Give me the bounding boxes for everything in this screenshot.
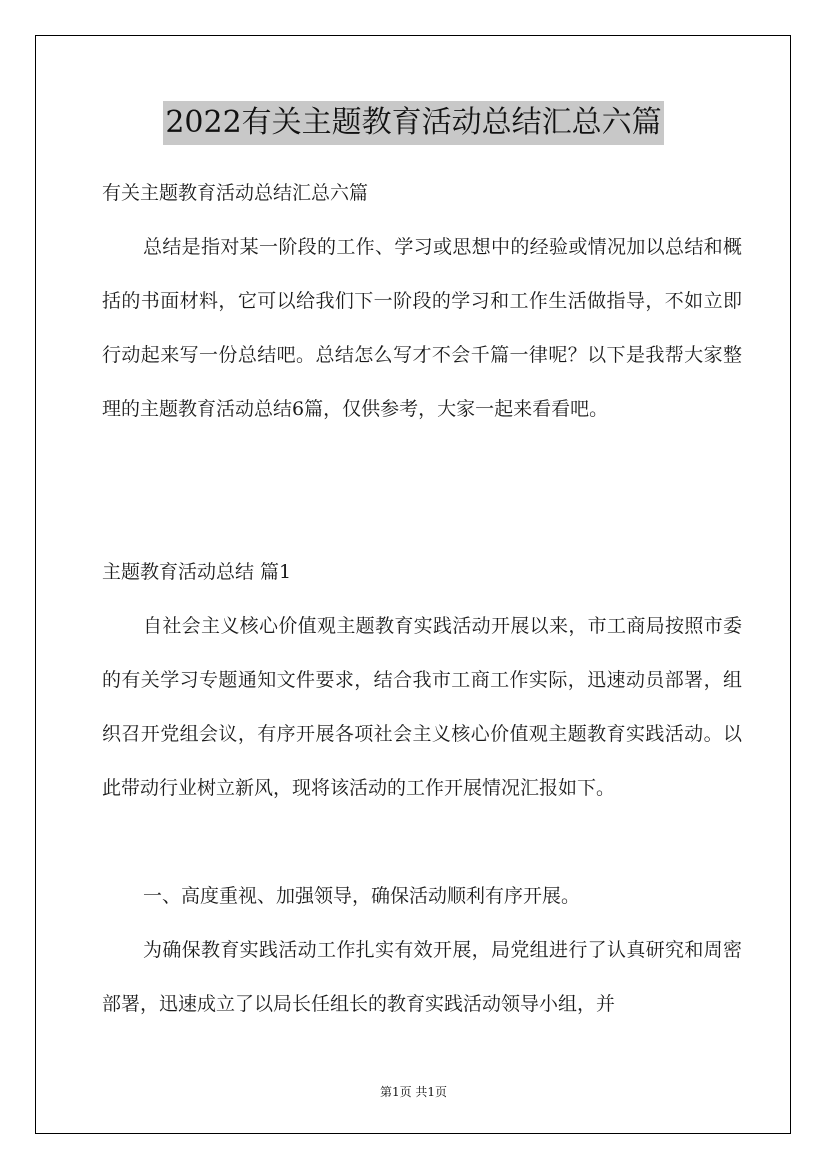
page-footer: 第1页 共1页 <box>379 1085 448 1099</box>
document-title: 2022有关主题教育活动总结汇总六篇 <box>163 101 663 145</box>
document-subtitle: 有关主题教育活动总结汇总六篇 <box>102 182 369 204</box>
intro-paragraph: 总结是指对某一阶段的工作、学习或思想中的经验或情况加以总结和概括的书面材料，它可以给我们下一阶段的学习和工作生活做指导，不如立即行动起来写一份总结吧。总结怎么写才不会千篇一律呢？以下是我帮大家整理的主题教育活动总结6篇，仅供参考，大家一起来看看吧。 <box>102 236 742 420</box>
body-paragraph-2: 为确保教育实践活动工作扎实有效开展，局党组进行了认真研究和周密部署，迅速成立了以局长任组长的教育实践活动领导小组，并 <box>102 939 742 1015</box>
title-container <box>0 101 827 145</box>
point-heading-1: 一、高度重视、加强领导，确保活动顺利有序开展。 <box>143 885 581 907</box>
section-heading: 主题教育活动总结 篇1 <box>102 561 292 583</box>
body-paragraph-1: 自社会主义核心价值观主题教育实践活动开展以来，市工商局按照市委的有关学习专题通知文件要求，结合我市工商工作实际，迅速动员部署，组织召开党组会议，有序开展各项社会主义核心价值观主题教育实践活动。以此带动行业树立新风，现将该活动的工作开展情况汇报如下。 <box>102 615 742 799</box>
